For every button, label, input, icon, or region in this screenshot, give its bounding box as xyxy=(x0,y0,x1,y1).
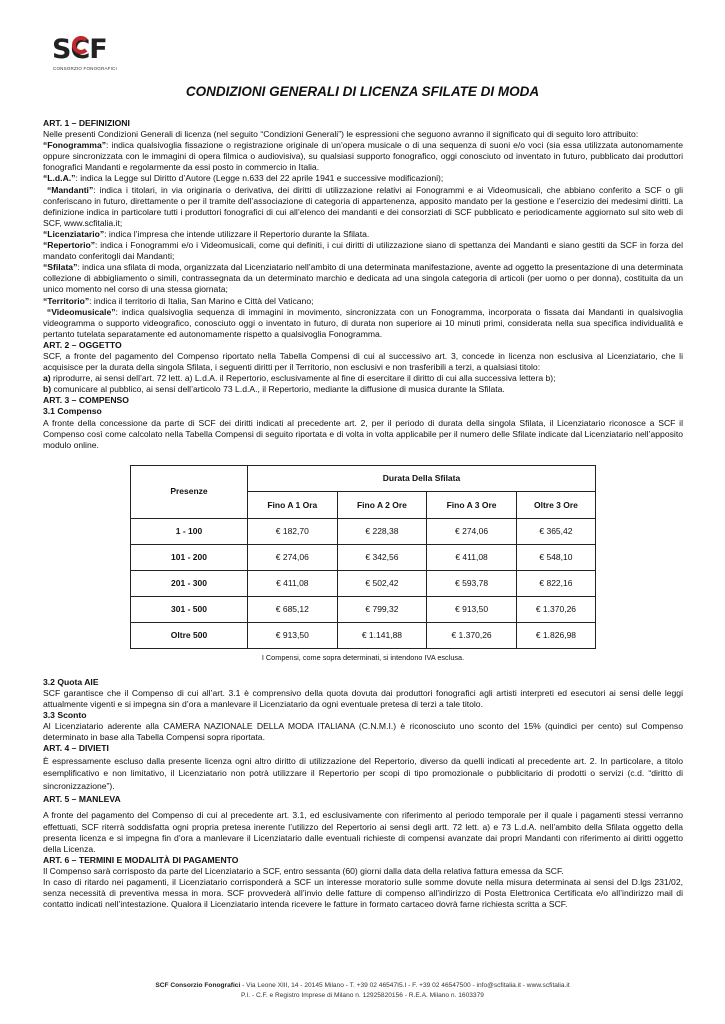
document-title: CONDIZIONI GENERALI DI LICENZA SFILATE DI MODA xyxy=(185,84,540,99)
term: “Repertorio” xyxy=(43,240,96,251)
value-cell: € 685,12 xyxy=(248,596,338,622)
art1-intro: Nelle presenti Condizioni Generali di licenza (nel seguito “Condizioni Generali”) le espressioni che seguono avranno il significato qui di seguito loro attribuito: xyxy=(43,129,639,140)
term: “Sfilata” xyxy=(43,262,78,273)
art2-b xyxy=(43,384,683,395)
durata-header: Durata Della Sfilata xyxy=(248,465,596,492)
logo-f: F xyxy=(89,34,107,65)
table-row xyxy=(131,544,596,570)
presenze-cell: Oltre 500 xyxy=(131,622,248,648)
value-cell: € 182,70 xyxy=(248,518,338,544)
term: “Mandanti” xyxy=(46,184,94,195)
term: “Fonogramma” xyxy=(43,140,107,151)
value-cell: € 593,78 xyxy=(427,570,517,596)
item-label: b) xyxy=(43,384,52,395)
value-cell: € 822,16 xyxy=(516,570,595,596)
def-licenziatario xyxy=(43,229,683,240)
table-header-row xyxy=(131,465,596,492)
value-cell: € 1.141,88 xyxy=(337,622,427,648)
footer-line1 xyxy=(0,981,725,991)
value-cell: € 274,06 xyxy=(248,544,338,570)
art5-text: A fronte del pagamento del Compenso di cui al precedente art. 3.1, ed esclusivamente con riferimento al periodo temporale per il quale i pagamenti stessi verranno effettuati, SCF riterrà soddisfatta ogni propria pretesa inerente l’utilizzo del Repertorio ai sensi degli artt. 72 lett. a) e 73 L.d.A. nell’ambito della Sfilata oggetto della presenta licenza e si impegna fin d’ora a manlevare il Licenziatario dalle eventuali richieste di compensi avanzate dai propri Mandanti con riferimento ai diritti oggetto della Licenza. xyxy=(43,810,683,854)
footer-address: - Via Leone XIII, 14 - 20145 Milano - T. +39 02 46547I5.I - F. +39 02 46547500 - info@scfitalia.it - www.scfitalia.it xyxy=(240,982,570,989)
art2-intro: SCF, a fronte del pagamento del Compenso riportato nella Tabella Compensi di cui al successivo art. 3, concede in licenza non esclusiva al Licenziatario, che li acquisisce per la durata della singola Sfilata, i seguenti diritti per il Territorio, non esclusivi e non trasferibili a terzi, a qualsiasi titolo: xyxy=(43,350,683,373)
art3-sub3: 3.3 Sconto xyxy=(43,710,87,721)
value-cell: € 799,32 xyxy=(337,596,427,622)
definition: : indica una sfilata di moda, organizzata dal Licenziatario nell’ambito di una determinata manifestazione, avente ad oggetto la presentazione di una determinata collezione di abbigliamento o simili, contrassegnata da un determinato marchio e dedicata ad una singola categoria di articoli (per uomo o per donna), costituita da un unico momento nel corso di una stessa giornata; xyxy=(43,262,683,295)
value-cell: € 1.826,98 xyxy=(516,622,595,648)
value-cell: € 342,56 xyxy=(337,544,427,570)
value-cell: € 1.370,26 xyxy=(516,596,595,622)
value-cell: € 548,10 xyxy=(516,544,595,570)
value-cell: € 228,38 xyxy=(337,518,427,544)
term: “Licenziatario” xyxy=(43,228,105,239)
value-cell: € 411,08 xyxy=(427,544,517,570)
definition: : indica la Legge sul Diritto d’Autore (Legge n.633 del 22 aprile 1941 e successive modificazioni); xyxy=(75,173,444,184)
art2-heading: ART. 2 – OGGETTO xyxy=(43,339,122,350)
value-cell: € 913,50 xyxy=(248,622,338,648)
presenze-cell: 101 - 200 xyxy=(131,544,248,570)
document-body xyxy=(43,118,683,910)
art6-line1: Il Compenso sarà corrisposto da parte del Licenziatario a SCF, entro sessanta (60) giorni dalla data della relativa fattura emessa da SCF. xyxy=(43,865,564,876)
page-footer xyxy=(0,981,725,1001)
col-header: Oltre 3 Ore xyxy=(516,492,595,519)
def-sfilata xyxy=(43,262,683,295)
term: “L.d.A.” xyxy=(43,173,76,184)
def-repertorio xyxy=(43,240,683,262)
definition: : indica i titolari, in via originaria o derivativa, dei diritti di utilizzazione relativi ai Fonogrammi e ai Videomusicali, che abbiano conferito a SCF o gli conferiscano in futuro, direttamente o per il tramite dell’associazione di categoria di appartenenza, apposito mandato per la gestione e l’esercizio dei medesimi diritti. La definizione indica in particolare tutti i produttori fonografici di cui all’elenco dei mandanti e dei consorziati di SCF pubblicato e periodicamente aggiornato sul sito web di SCF, www.scfitalia.it; xyxy=(43,184,683,228)
value-cell: € 274,06 xyxy=(427,518,517,544)
value-cell: € 502,42 xyxy=(337,570,427,596)
col-header: Fino A 1 Ora xyxy=(248,492,338,519)
col-header: Fino A 2 Ore xyxy=(337,492,427,519)
compensi-table-wrap xyxy=(130,465,596,663)
art6-heading: ART. 6 – TERMINI E MODALITÀ DI PAGAMENTO xyxy=(43,854,239,865)
def-mandanti xyxy=(43,185,683,229)
item-label: a) xyxy=(43,373,51,384)
footer-company: SCF Consorzio Fonografici xyxy=(155,982,241,989)
definition: : indica il territorio di Italia, San Marino e Città del Vaticano; xyxy=(89,295,314,306)
definition: : indica i Fonogrammi e/o i Videomusicali, come qui definiti, i cui diritti di utilizzazione siano di spettanza dei Mandanti e siano gestiti da SCF in forza del mandato conferitogli dai Mandanti; xyxy=(43,240,683,262)
art2-a xyxy=(43,373,683,384)
table-row xyxy=(131,570,596,596)
table-row xyxy=(131,518,596,544)
term: “Videomusicale” xyxy=(46,306,116,317)
logo-ring-icon xyxy=(72,36,90,54)
table-row xyxy=(131,596,596,622)
col-header: Fino A 3 Ore xyxy=(427,492,517,519)
art3-text2: SCF garantisce che il Compenso di cui all’art. 3.1 è comprensivo della quota dovuta dai produttori fonografici agli artisti interpreti ed esecutori ai sensi delle leggi attualmente vigenti e si impegna sin d’ora a manlevare il Licenziatario da ogni eventuale pretesa di terzi a tale titolo. xyxy=(43,688,683,710)
value-cell: € 365,42 xyxy=(516,518,595,544)
presenze-cell: 201 - 300 xyxy=(131,570,248,596)
def-territorio xyxy=(43,296,683,307)
presenze-cell: 301 - 500 xyxy=(131,596,248,622)
value-cell: € 411,08 xyxy=(248,570,338,596)
def-fonogramma xyxy=(43,140,683,173)
def-lda xyxy=(43,173,683,184)
compensi-table xyxy=(130,465,596,649)
logo-subtitle: CONSORZIO FONOGRAFICI xyxy=(53,66,117,71)
value-cell: € 913,50 xyxy=(427,596,517,622)
item-text: riprodurre, ai sensi dell’art. 72 lett. a) L.d.A. il Repertorio, esclusivamente al fine di esercitare il diritto di cui alla successiva lettera b); xyxy=(50,373,556,384)
art6-line2: In caso di ritardo nei pagamenti, il Licenziatario corrisponderà a SCF un interesse moratorio sulle somme dovute nella misura determinata ai sensi del D.lgs 231/02, senza necessità di preventiva messa in mora. SCF provvederà all’invio delle fatture di compenso all’indirizzo di Posta Elettronica Certificata e/o all’indirizzo mail di contatto indicati nell’intestazione. Qualora il Licenziatario intenda ricevere le fatture in formato cartaceo dovrà farne richiesta scritta a SCF. xyxy=(43,877,683,910)
def-videomusicale xyxy=(43,307,683,340)
presenze-header: Presenze xyxy=(131,465,248,518)
art1-heading: ART. 1 – DEFINIZIONI xyxy=(43,118,130,128)
item-text: comunicare al pubblico, ai sensi dell’articolo 73 L.d.A., il Repertorio, mediante la diffusione di musica durante la Sfilata. xyxy=(51,384,505,395)
scf-logo xyxy=(50,26,117,76)
art4-text: È espressamente escluso dalla presente licenza ogni altro diritto di utilizzazione del Repertorio, diverso da quelli indicati al precedente art. 2. In particolare, a titolo esemplificativo e non limitativo, il Licenziatario non potrà utilizzare il Repertorio per scopi di tipo promozionale o pubblicitario di prodotti o servizi (c.d. “diritto di sincronizzazione”). xyxy=(43,755,683,791)
table-row xyxy=(131,622,596,648)
footer-line2: P.I. - C.F. e Registro Imprese di Milano n. 12925820156 - R.E.A. Milano n. 1603379 xyxy=(241,992,484,999)
definition: : indica qualsivoglia fissazione o registrazione originale di un’opera musicale o di una sequenza di suoni e/o voci (sia essa utilizzata autonomamente oppure sincronizzata con le immagini di opera filmica o audiovisiva), su qualsiasi supporto fonografico, oggi conosciuto od inventato in futuro, pubblicato dai produttori fonografici Mandanti e regolarmente da essi posto in commercio in Italia. xyxy=(43,140,683,173)
logo-sc: SC xyxy=(52,34,90,65)
art5-heading: ART. 5 – MANLEVA xyxy=(43,794,121,805)
definition: : indica l’impresa che intende utilizzare il Repertorio durante la Sfilata. xyxy=(104,228,370,239)
art3-sub1: 3.1 Compenso xyxy=(43,406,102,417)
table-note: I Compensi, come sopra determinati, si intendono IVA esclusa. xyxy=(261,652,465,662)
presenze-cell: 1 - 100 xyxy=(131,518,248,544)
art3-heading: ART. 3 – COMPENSO xyxy=(43,395,129,406)
art3-text3: Al Licenziatario aderente alla CAMERA NAZIONALE DELLA MODA ITALIANA (C.N.M.I.) è riconosciuto uno sconto del 15% (quindici per cento) sul Compenso determinato in base alla Tabella Compensi sopra riportata. xyxy=(43,721,683,743)
art3-sub2: 3.2 Quota AIE xyxy=(43,676,99,687)
art4-heading: ART. 4 – DIVIETI xyxy=(43,743,109,754)
term: “Territorio” xyxy=(43,295,90,306)
definition: : indica qualsivoglia sequenza di immagini in movimento, sincronizzata con un Fonogramma, incorporata o fissata dai Mandanti in qualsivoglia videogramma o supporto videografico, conosciuto oggi o inventato in futuro, di durata non superiore ai 10 minuti primi, considerata nella sua specifica individualità e pertanto tutelata separatamente ed autonomamente rispetto a qualsivoglia Fonogramma. xyxy=(43,306,683,339)
value-cell: € 1.370,26 xyxy=(427,622,517,648)
art3-text1: A fronte della concessione da parte di SCF dei diritti indicati al precedente art. 2, per il periodo di durata della singola Sfilata, il Licenziatario riconosce a SCF il Compenso così come calcolato nella Tabella Compensi di seguito riportata e di volta in volta applicabile per il numero delle Sfilate indicate dal Licenziatario nell’apposito modulo online. xyxy=(43,417,683,450)
